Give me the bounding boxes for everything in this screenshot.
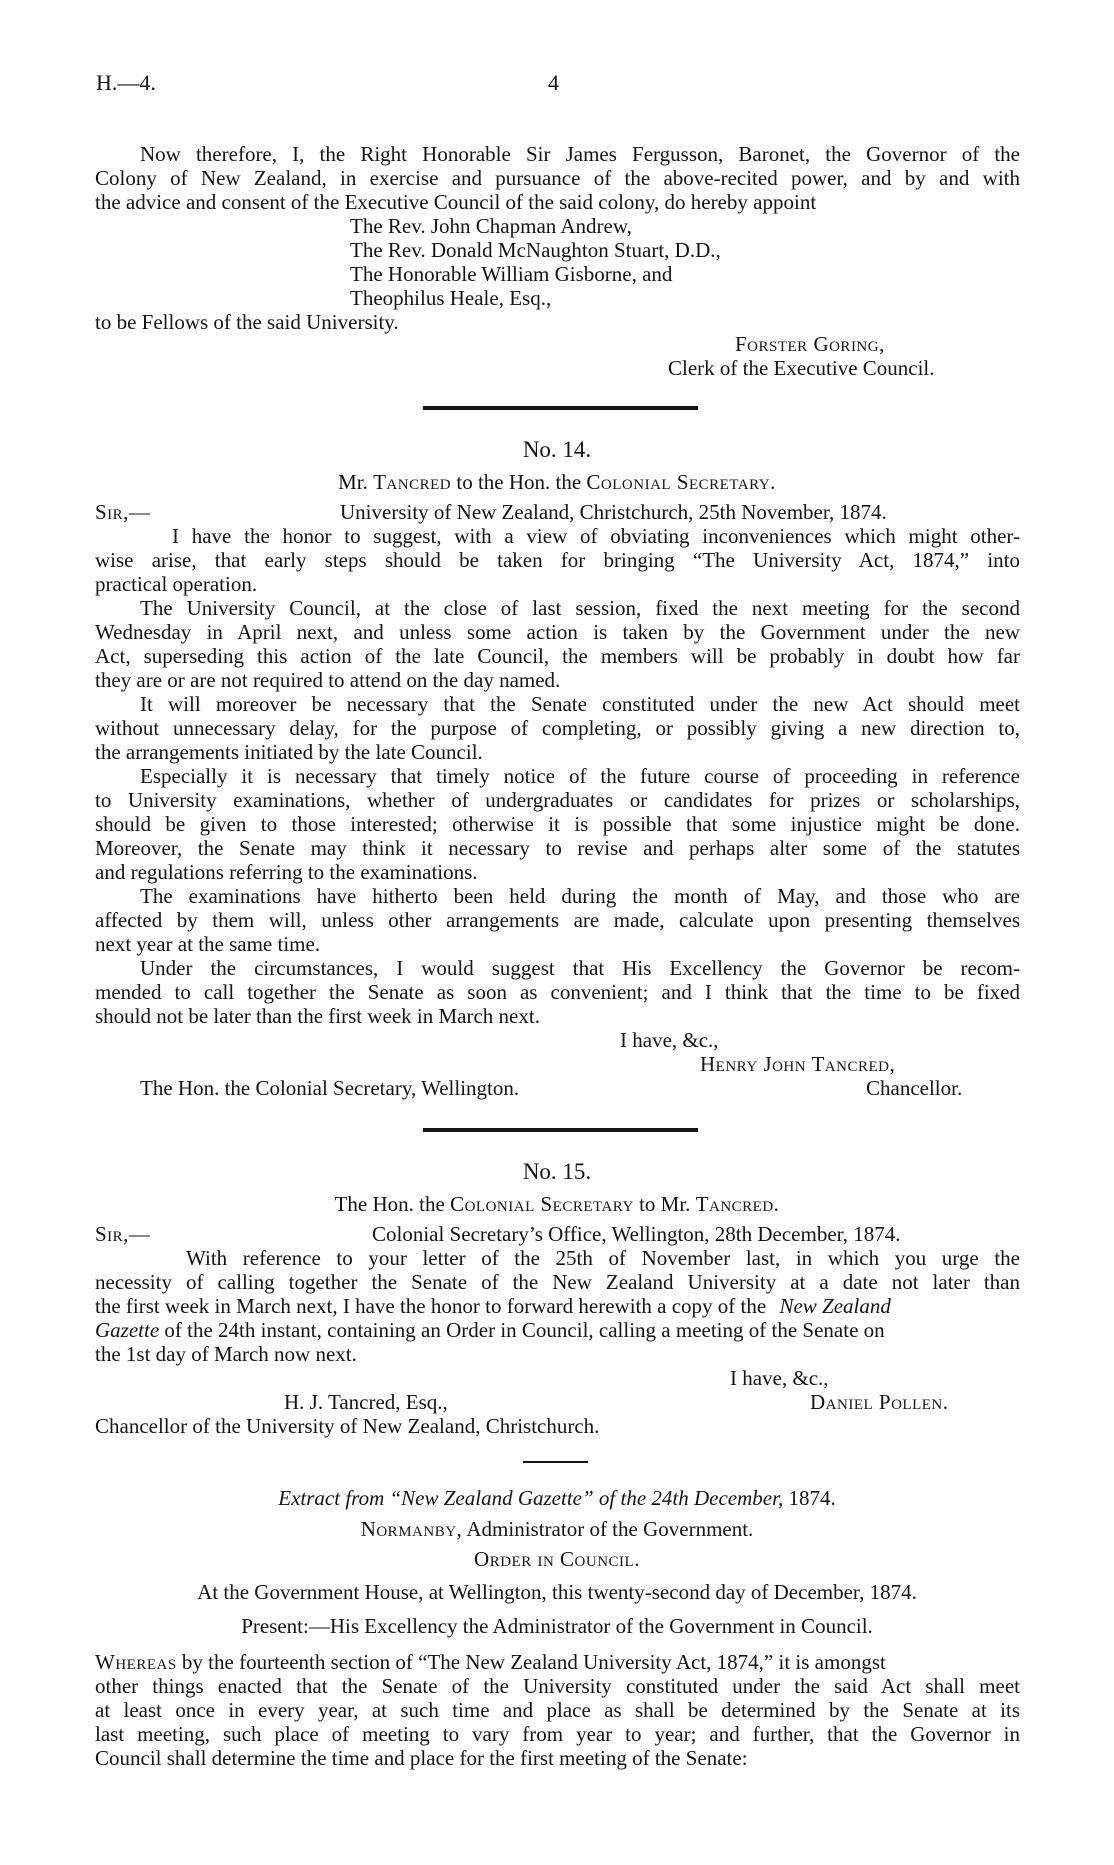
body-line-15: and regulations referring to the examinations. — [95, 860, 478, 884]
body-line-12: to University examinations, whether of undergraduates or candidates for prizes or scholarships, — [95, 788, 1020, 812]
letter-number: No. 15. — [522, 1159, 592, 1184]
body-line-3-text: the first week in March next, I have the honor to forward herewith a copy of the — [95, 1294, 767, 1318]
signature-name: Henry John Tancred, — [700, 1052, 896, 1076]
signature-name: Forster Goring, — [735, 332, 885, 356]
short-divider — [523, 1461, 588, 1463]
closing: I have, &c., — [620, 1028, 719, 1052]
extract-title-year: 1874. — [788, 1486, 836, 1510]
opening-line-2: Colony of New Zealand, in exercise and pursuance of the above-recited power, and by and with — [95, 166, 1020, 190]
gazette-title-end: Gazette — [95, 1318, 160, 1342]
letter-number: No. 14. — [522, 437, 592, 462]
section-divider — [423, 1128, 698, 1132]
body-line-19: Under the circumstances, I would suggest that His Excellency the Governor be recom- — [140, 956, 1020, 980]
whereas-line-1 — [95, 1650, 1020, 1674]
body-line-17: affected by them will, unless other arrangements are made, calculate upon presenting themselves — [95, 908, 1020, 932]
dateline: Colonial Secretary’s Office, Wellington, 28th December, 1874. — [372, 1222, 901, 1246]
body-line-4 — [95, 1318, 885, 1342]
section-divider — [423, 406, 698, 410]
dateline: University of New Zealand, Christchurch, 25th November, 1874. — [340, 500, 887, 524]
body-line-4: The University Council, at the close of last session, fixed the next meeting for the second — [140, 596, 1020, 620]
heading-sender: Colonial Secretary — [450, 1192, 634, 1216]
letter-heading — [0, 1192, 1114, 1216]
body-line-1: I have the honor to suggest, with a view of obviating inconveniences which might other- — [172, 524, 1020, 548]
heading-connector: to Mr. — [639, 1192, 691, 1216]
body-line-16: The examinations have hitherto been held during the month of May, and those who are — [140, 884, 1020, 908]
body-line-14: Moreover, the Senate may think it necessary to revise and perhaps alter some of the statutes — [95, 836, 1020, 860]
heading-prefix: The Hon. the — [334, 1192, 445, 1216]
body-line-3 — [95, 1294, 891, 1318]
body-line-1: With reference to your letter of the 25th of November last, in which you urge the — [186, 1246, 1020, 1270]
body-line-9: without unnecessary delay, for the purpose of completing, or possibly giving a new direction to, — [95, 716, 1020, 740]
appointee-4: Theophilus Heale, Esq., — [350, 286, 552, 310]
body-line-13: should be given to those interested; otherwise it is possible that some injustice might be done. — [95, 812, 1020, 836]
body-line-11: Especially it is necessary that timely notice of the future course of proceeding in reference — [140, 764, 1020, 788]
whereas-line-1-text: by the fourteenth section of “The New Zealand University Act, 1874,” it is amongst — [181, 1650, 886, 1674]
document-reference: H.—4. — [96, 70, 156, 95]
whereas-word: Whereas — [95, 1650, 177, 1674]
heading-recipient: Tancred. — [695, 1192, 780, 1216]
signature-name: Daniel Pollen. — [810, 1390, 949, 1414]
appointee-2: The Rev. Donald McNaughton Stuart, D.D., — [350, 238, 721, 262]
opening-closing: to be Fellows of the said University. — [95, 310, 399, 334]
body-line-8: It will moreover be necessary that the Senate constituted under the new Act should meet — [140, 692, 1020, 716]
administrator-name: Normanby, — [360, 1517, 463, 1541]
administrator-line — [0, 1517, 1114, 1541]
body-line-10: the arrangements initiated by the late Council. — [95, 740, 483, 764]
addressee-line-2: Chancellor of the University of New Zealand, Christchurch. — [95, 1414, 600, 1438]
gazette-title: New Zealand — [779, 1294, 891, 1318]
body-line-21: should not be later than the first week in March next. — [95, 1004, 540, 1028]
place-line: At the Government House, at Wellington, this twenty-second day of December, 1874. — [197, 1580, 917, 1604]
heading-sender: Tancred — [373, 470, 452, 494]
body-line-5: the 1st day of March now next. — [95, 1342, 357, 1366]
body-line-3: practical operation. — [95, 572, 258, 596]
present-line: Present:—His Excellency the Administrator of the Government in Council. — [241, 1614, 873, 1638]
whereas-line-4: last meeting, such place of meeting to vary from year to year; and further, that the Governor in — [95, 1722, 1020, 1746]
heading-connector: to the Hon. the — [456, 470, 582, 494]
closing: I have, &c., — [730, 1366, 829, 1390]
body-line-20: mended to call together the Senate as soon as convenient; and I think that the time to be fixed — [95, 980, 1020, 1004]
body-line-2: necessity of calling together the Senate of the New Zealand University at a date not later than — [95, 1270, 1020, 1294]
body-line-18: next year at the same time. — [95, 932, 321, 956]
appointee-1: The Rev. John Chapman Andrew, — [350, 214, 632, 238]
opening-line-3: the advice and consent of the Executive Council of the said colony, do hereby appoint — [95, 190, 817, 214]
appointee-3: The Honorable William Gisborne, and — [350, 262, 673, 286]
administrator-title: Administrator of the Government. — [466, 1517, 754, 1541]
page-number: 4 — [548, 70, 559, 95]
heading-prefix: Mr. — [338, 470, 368, 494]
addressee: The Hon. the Colonial Secretary, Wellington. — [140, 1076, 520, 1100]
body-line-4-text: of the 24th instant, containing an Order in Council, calling a meeting of the Senate on — [164, 1318, 885, 1342]
addressee-name: H. J. Tancred, Esq., — [284, 1390, 448, 1414]
signature-title: Chancellor. — [866, 1076, 963, 1100]
body-line-7: they are or are not required to attend on the day named. — [95, 668, 561, 692]
heading-recipient: Colonial Secretary. — [586, 470, 776, 494]
opening-line-1: Now therefore, I, the Right Honorable Sir James Fergusson, Baronet, the Governor of the — [140, 142, 1020, 166]
body-line-2: wise arise, that early steps should be taken for bringing “The University Act, 1874,” into — [95, 548, 1020, 572]
whereas-line-5: Council shall determine the time and place for the first meeting of the Senate: — [95, 1746, 748, 1770]
whereas-line-3: at least once in every year, at such time and place as shall be determined by the Senate at its — [95, 1698, 1020, 1722]
body-line-5: Wednesday in April next, and unless some action is taken by the Government under the new — [95, 620, 1020, 644]
salutation: Sir,— — [95, 500, 151, 524]
signature-title: Clerk of the Executive Council. — [668, 356, 935, 380]
letter-heading — [0, 470, 1114, 494]
order-title: Order in Council. — [474, 1547, 640, 1571]
extract-title-text: Extract from “New Zealand Gazette” of the 24th December, — [278, 1486, 784, 1510]
extract-title — [0, 1486, 1114, 1510]
whereas-line-2: other things enacted that the Senate of the University constituted under the said Act shall meet — [95, 1674, 1020, 1698]
body-line-6: Act, superseding this action of the late Council, the members will be probably in doubt how far — [95, 644, 1020, 668]
salutation: Sir,— — [95, 1222, 151, 1246]
